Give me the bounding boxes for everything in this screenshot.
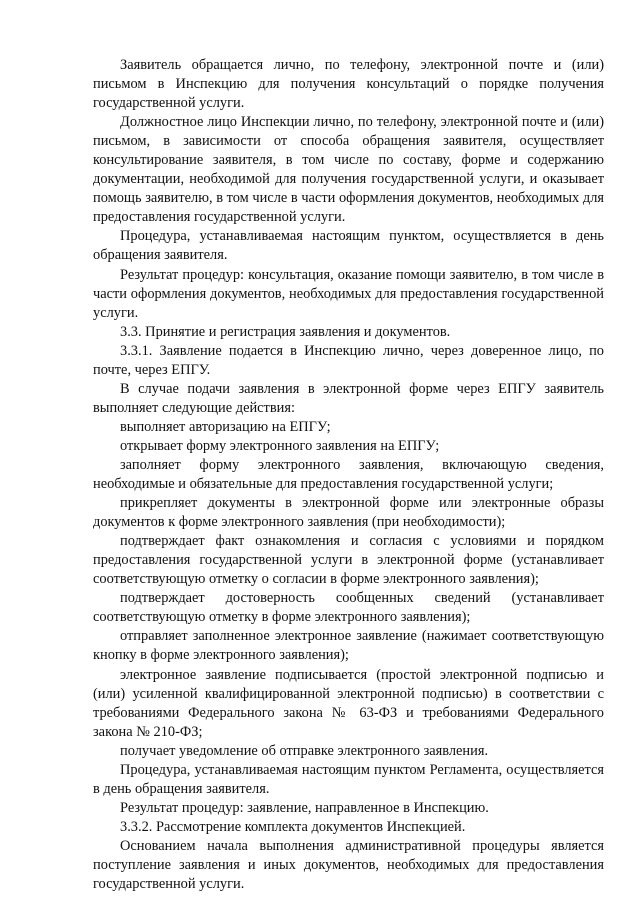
document-page — [93, 56, 604, 894]
section-heading-3-3: 3.3. Принятие и регистрация заявления и документов. — [120, 323, 451, 340]
list-item-notification: получает уведомление об отправке электронного заявления. — [120, 742, 489, 759]
list-item-authorization: выполняет авторизацию на ЕПГУ; — [120, 418, 331, 435]
paragraph-procedure-regulation: Процедура, устанавливаемая настоящим пунктом Регламента, осуществляется в день обращения заявителя. — [93, 761, 604, 797]
paragraph-consultation-request: Заявитель обращается лично, по телефону, электронной почте и (или) письмом в Инспекцию для получения консультаций о порядке получения государственной услуги. — [93, 57, 604, 112]
section-heading-3-3-2: 3.3.2. Рассмотрение комплекта документов Инспекцией. — [120, 818, 466, 835]
list-item-fill-form: заполняет форму электронного заявления, включающую сведения, необходимые и обязательные для предоставления государственной услуги; — [93, 456, 604, 493]
paragraph-official-consulting: Должностное лицо Инспекции лично, по телефону, электронной почте и (или) письмом, в зависимости от способа обращения заявителя, осуществляет консультирование заявителя, в том числе по составу, форме и содержанию документации, необходимой для получения государственной услуги, и оказывает помощь заявителю, в том числе в части оформления документов, необходимых для предоставления государственной услуги. — [93, 114, 604, 226]
list-item-attach-documents: прикрепляет документы в электронной форме или электронные образы документов к форме электронного заявления (при необходимости); — [93, 495, 604, 531]
paragraph-procedure-result: Результат процедур: заявление, направленное в Инспекцию. — [120, 799, 489, 816]
paragraph-procedure-basis: Основанием начала выполнения административной процедуры является поступление заявления и иных документов, необходимых для предоставления государственной услуги. — [93, 837, 604, 893]
list-item-confirm-consent: подтверждает факт ознакомления и согласия с условиями и порядком предоставления государственной услуги в электронной форме (устанавливает соответствующую отметку о согласии в форме электронного заявления); — [93, 533, 604, 588]
list-item-open-form: открывает форму электронного заявления на ЕПГУ; — [120, 437, 440, 454]
list-item-send: отправляет заполненное электронное заявление (нажимает соответствующую кнопку в форме электронного заявления); — [93, 628, 604, 664]
paragraph-3-3-1: 3.3.1. Заявление подается в Инспекцию лично, через доверенное лицо, по почте, через ЕПГУ. — [93, 342, 604, 378]
list-item-confirm-accuracy: подтверждает достоверность сообщенных сведений (устанавливает соответствующую отметку в форме электронного заявления); — [93, 590, 604, 626]
list-item-signature: электронное заявление подписывается (простой электронной подписью и (или) усиленной квалифицированной электронной подписью) в соответствии с требованиями Федерального закона № 63-ФЗ и требованиями Федерального закона № 210-ФЗ; — [93, 666, 604, 740]
paragraph-consultation-result: Результат процедур: консультация, оказание помощи заявителю, в том числе в части оформления документов, необходимых для предоставления государственной услуги. — [93, 266, 604, 321]
paragraph-epgu-actions-intro: В случае подачи заявления в электронной форме через ЕПГУ заявитель выполняет следующие действия: — [93, 380, 604, 416]
paragraph-procedure-day: Процедура, устанавливаемая настоящим пунктом, осуществляется в день обращения заявителя. — [93, 228, 604, 264]
